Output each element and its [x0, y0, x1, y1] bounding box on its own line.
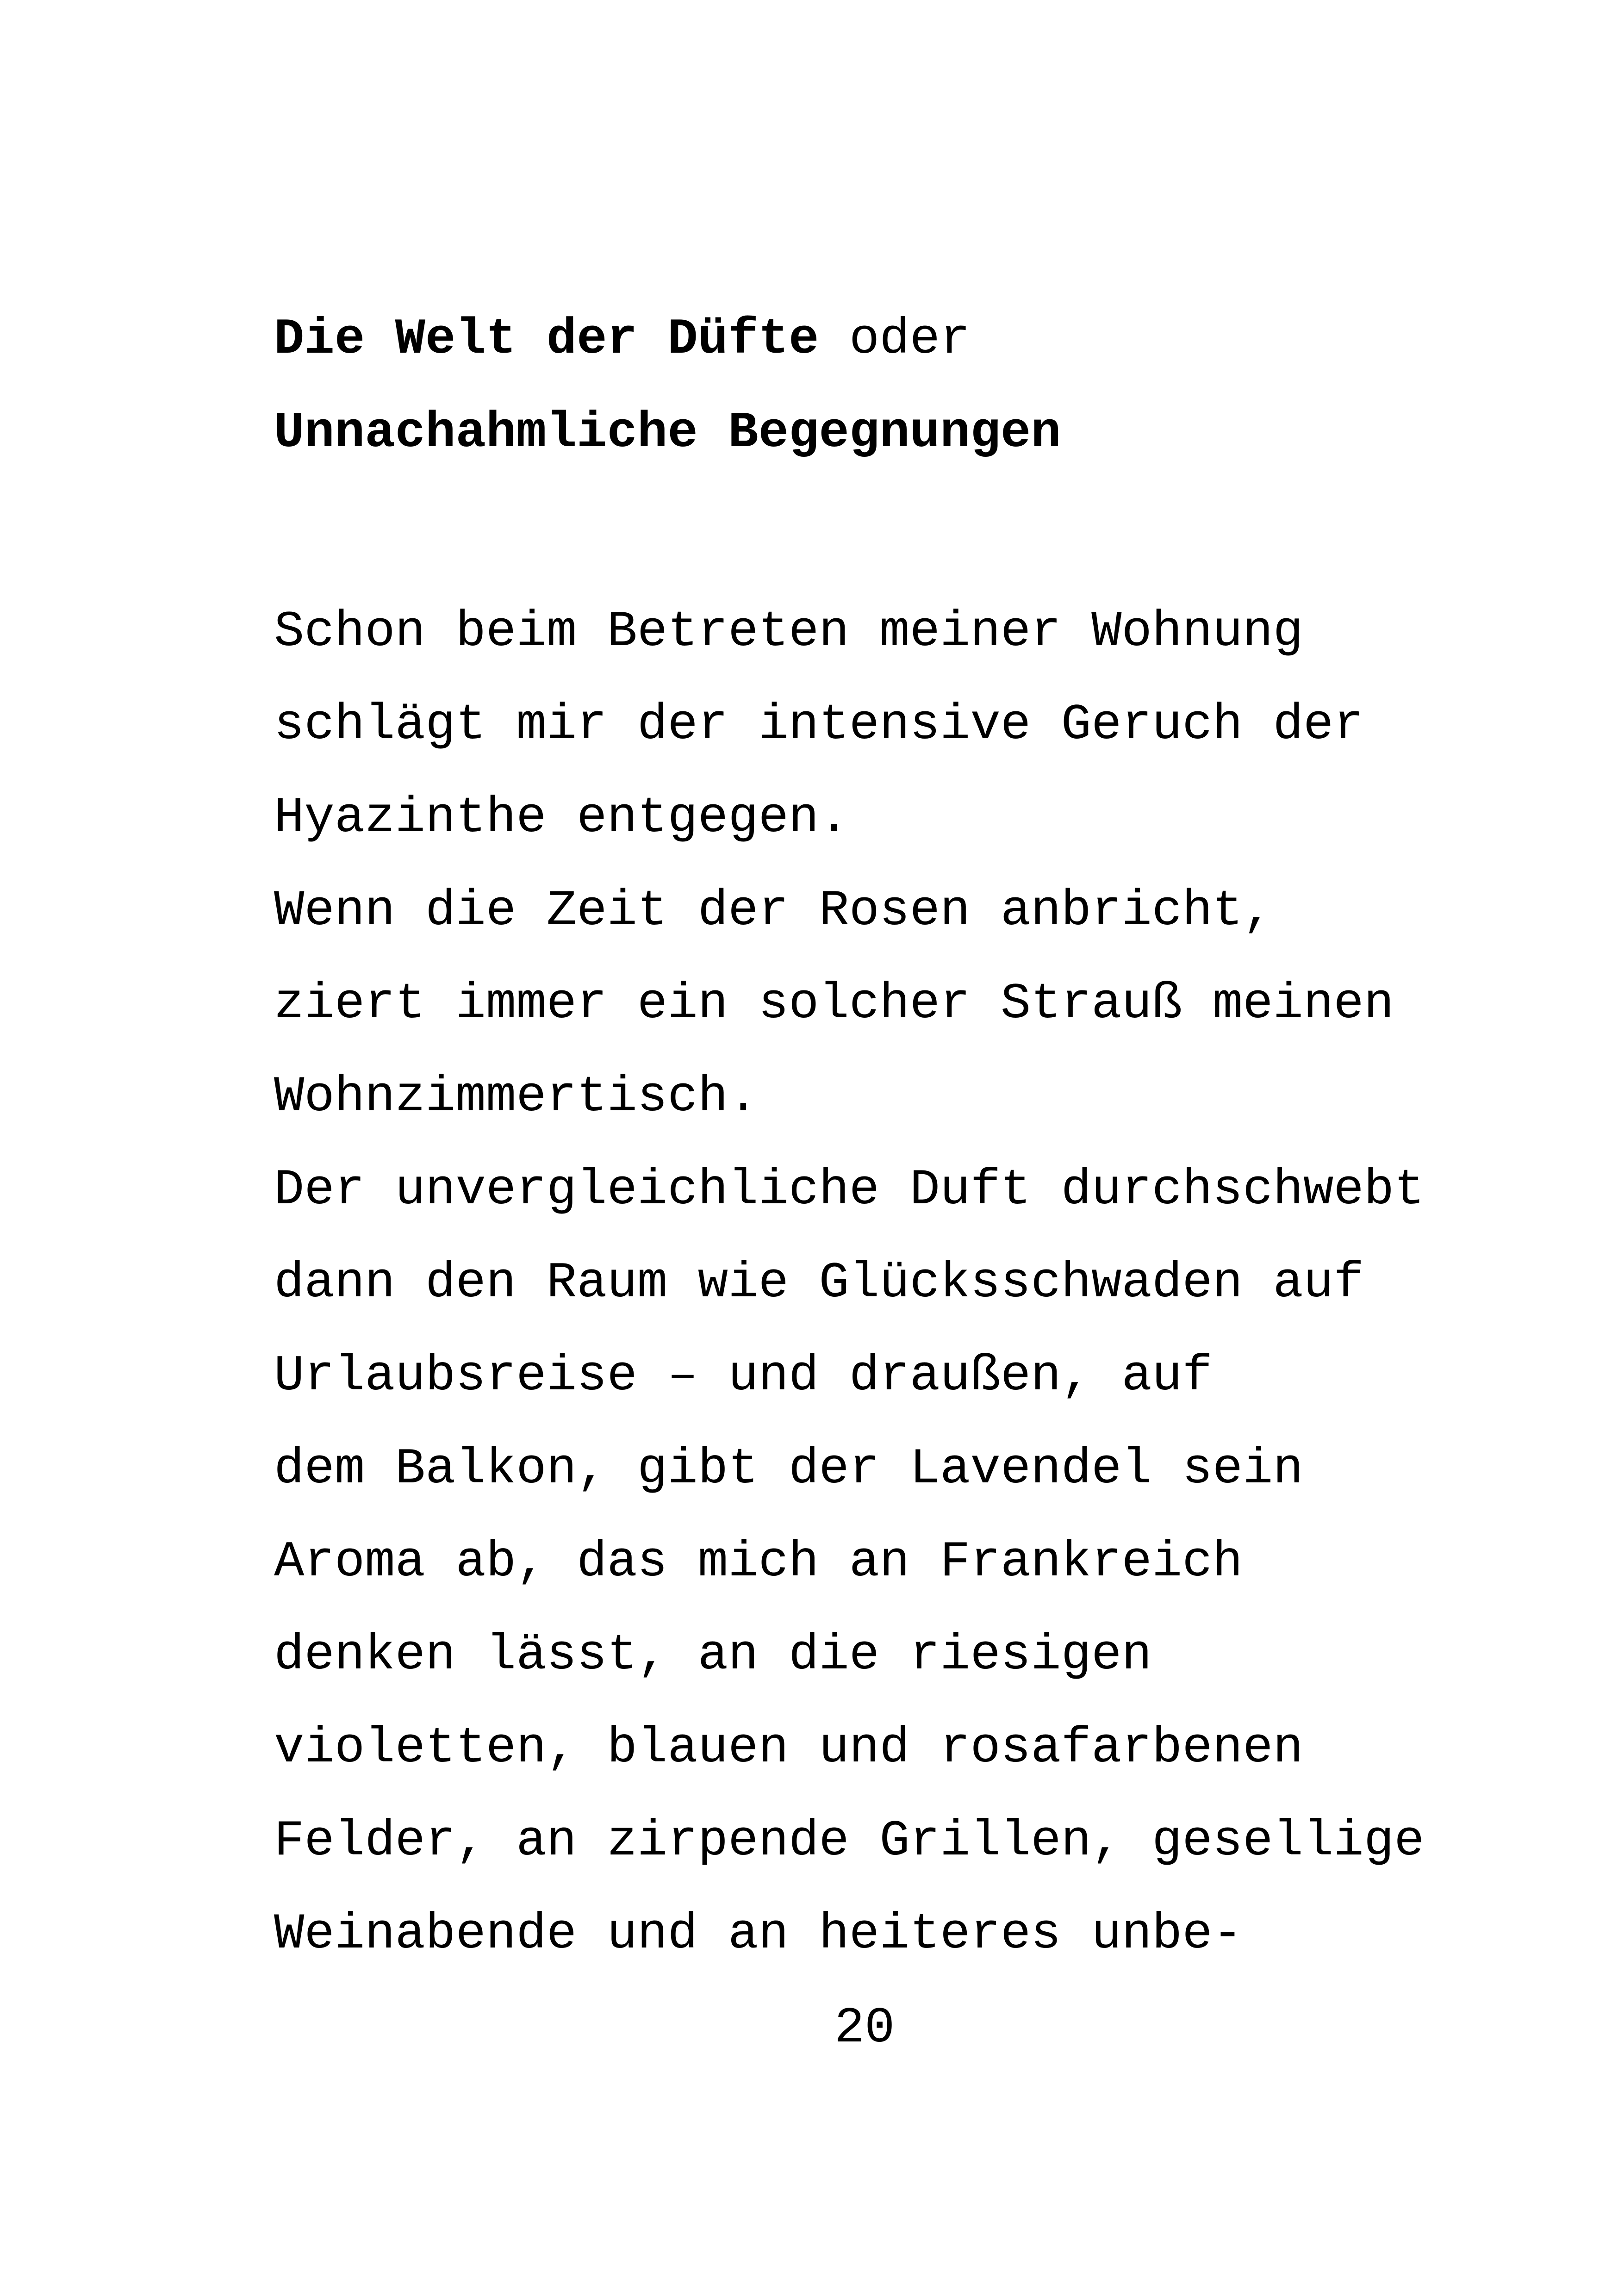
- text-line: Aroma ab, das mich an Frankreich: [274, 1533, 1243, 1591]
- text-line: Schon beim Betreten meiner Wohnung: [274, 603, 1303, 660]
- page-number: 20: [834, 1999, 895, 2057]
- text-line: Der unvergleichliche Duft durchschwebt: [274, 1161, 1425, 1219]
- text-line: Wohnzimmertisch.: [274, 1068, 759, 1126]
- text-line: ziert immer ein solcher Strauß meinen: [274, 975, 1394, 1033]
- title-line-1: [274, 292, 1524, 386]
- title-main: Die Welt der Düfte: [274, 311, 819, 368]
- text-line: dem Balkon, gibt der Lavendel sein: [274, 1440, 1303, 1498]
- text-line: Urlaubsreise – und draußen, auf: [274, 1347, 1213, 1405]
- text-line: dann den Raum wie Glücksschwaden auf: [274, 1254, 1364, 1312]
- text-line: Weinabende und an heiteres unbe-: [274, 1905, 1243, 1963]
- title-connector: oder: [819, 311, 971, 368]
- text-line: schlägt mir der intensive Geruch der: [274, 696, 1364, 753]
- text-line: violetten, blauen und rosafarbenen: [274, 1719, 1303, 1777]
- text-line: Felder, an zirpende Grillen, gesellige: [274, 1812, 1425, 1870]
- text-line: Wenn die Zeit der Rosen anbricht,: [274, 882, 1273, 940]
- text-line: Hyazinthe entgegen.: [274, 789, 849, 846]
- chapter-title: [274, 292, 1524, 479]
- title-line-2: Unnachahmliche Begegnungen: [274, 404, 1061, 461]
- text-line: denken lässt, an die riesigen: [274, 1626, 1152, 1684]
- body-text: [274, 585, 1524, 1981]
